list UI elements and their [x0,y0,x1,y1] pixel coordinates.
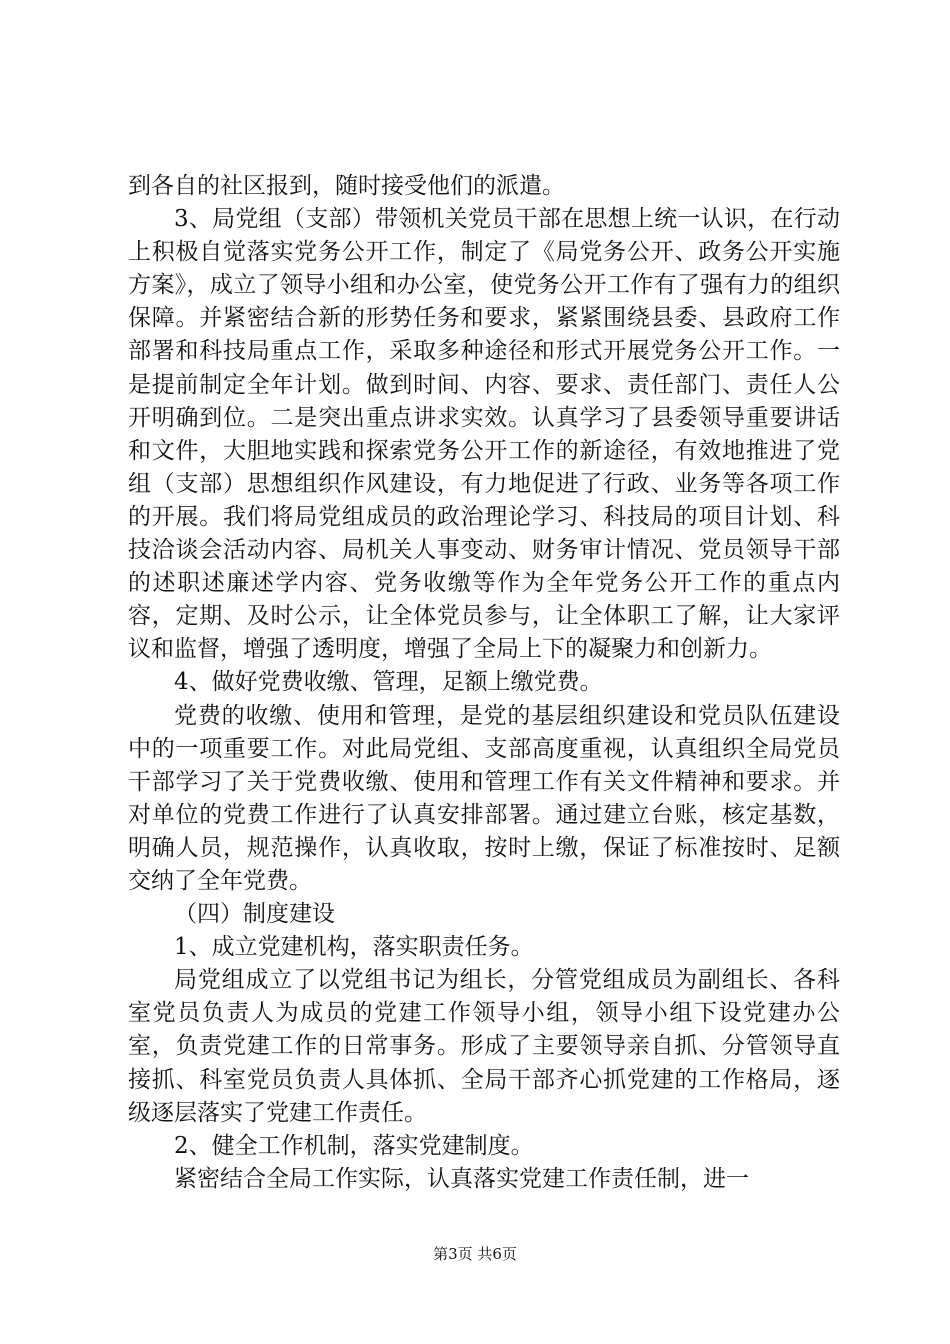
paragraph-continuation: 到各自的社区报到，随时接受他们的派遣。 [128,173,565,199]
paragraph-party-building-organization: 局党组成立了以党组书记为组长，分管党组成员为副组长、各科室党员负责人为成员的党建工作领导小组，领导小组下设党建办公室，负责党建工作的日常事务。形成了主要领导亲自抓、分管领导直接抓、科室党员负责人具体抓、全局干部齐心抓党建的工作格局，逐级逐层落实了党建工作责任。 [128,967,840,1126]
paragraph-item-3: 3、局党组（支部）带领机关党员干部在思想上统一认识，在行动上积极自觉落实党务公开工作，制定了《局党务公开、政务公开实施方案》，成立了领导小组和办公室，使党务公开工作有了强有力的组织保障。并紧密结合新的形势任务和要求，紧紧围绕县委、县政府工作部署和科技局重点工作，采取多种途径和形式开展党务公开工作。一是提前制定全年计划。做到时间、内容、要求、责任部门、责任人公开明确到位。二是突出重点讲求实效。认真学习了县委领导重要讲话和文件，大胆地实践和探索党务公开工作的新途径，有效地推进了党组（支部）思想组织作风建设，有力地促进了行政、业务等各项工作的开展。我们将局党组成员的政治理论学习、科技局的项目计划、科技洽谈会活动内容、局机关人事变动、财务审计情况、党员领导干部的述职述廉述学内容、党务收缴等作为全年党务公开工作的重点内容，定期、及时公示，让全体党员参与，让全体职工了解，让大家评议和监督，增强了透明度，增强了全局上下的凝聚力和创新力。 [128,206,840,663]
page-number-footer: 第3页 共6页 [433,1245,517,1263]
document-body [128,170,840,1196]
paragraph-heading-item-1: 1、成立党建机构，落实职责任务。 [174,934,534,961]
paragraph-party-dues: 党费的收缴、使用和管理，是党的基层组织建设和党员队伍建设中的一项重要工作。对此局党组、支部高度重视，认真组织全局党员干部学习了关于党费收缴、使用和管理工作有关文件精神和要求。并对单位的党费工作进行了认真安排部署。通过建立台账，核定基数，明确人员，规范操作，认真收取，按时上缴，保证了标准按时、足额交纳了全年党费。 [128,702,840,894]
paragraph-heading-item-2: 2、健全工作机制，落实党建制度。 [174,1132,534,1159]
paragraph-work-mechanism: 紧密结合全局工作实际，认真落实党建工作责任制，进一 [174,1165,749,1192]
section-heading-system-building: （四）制度建设 [174,901,335,928]
paragraph-heading-item-4: 4、做好党费收缴、管理，足额上缴党费。 [174,669,603,696]
